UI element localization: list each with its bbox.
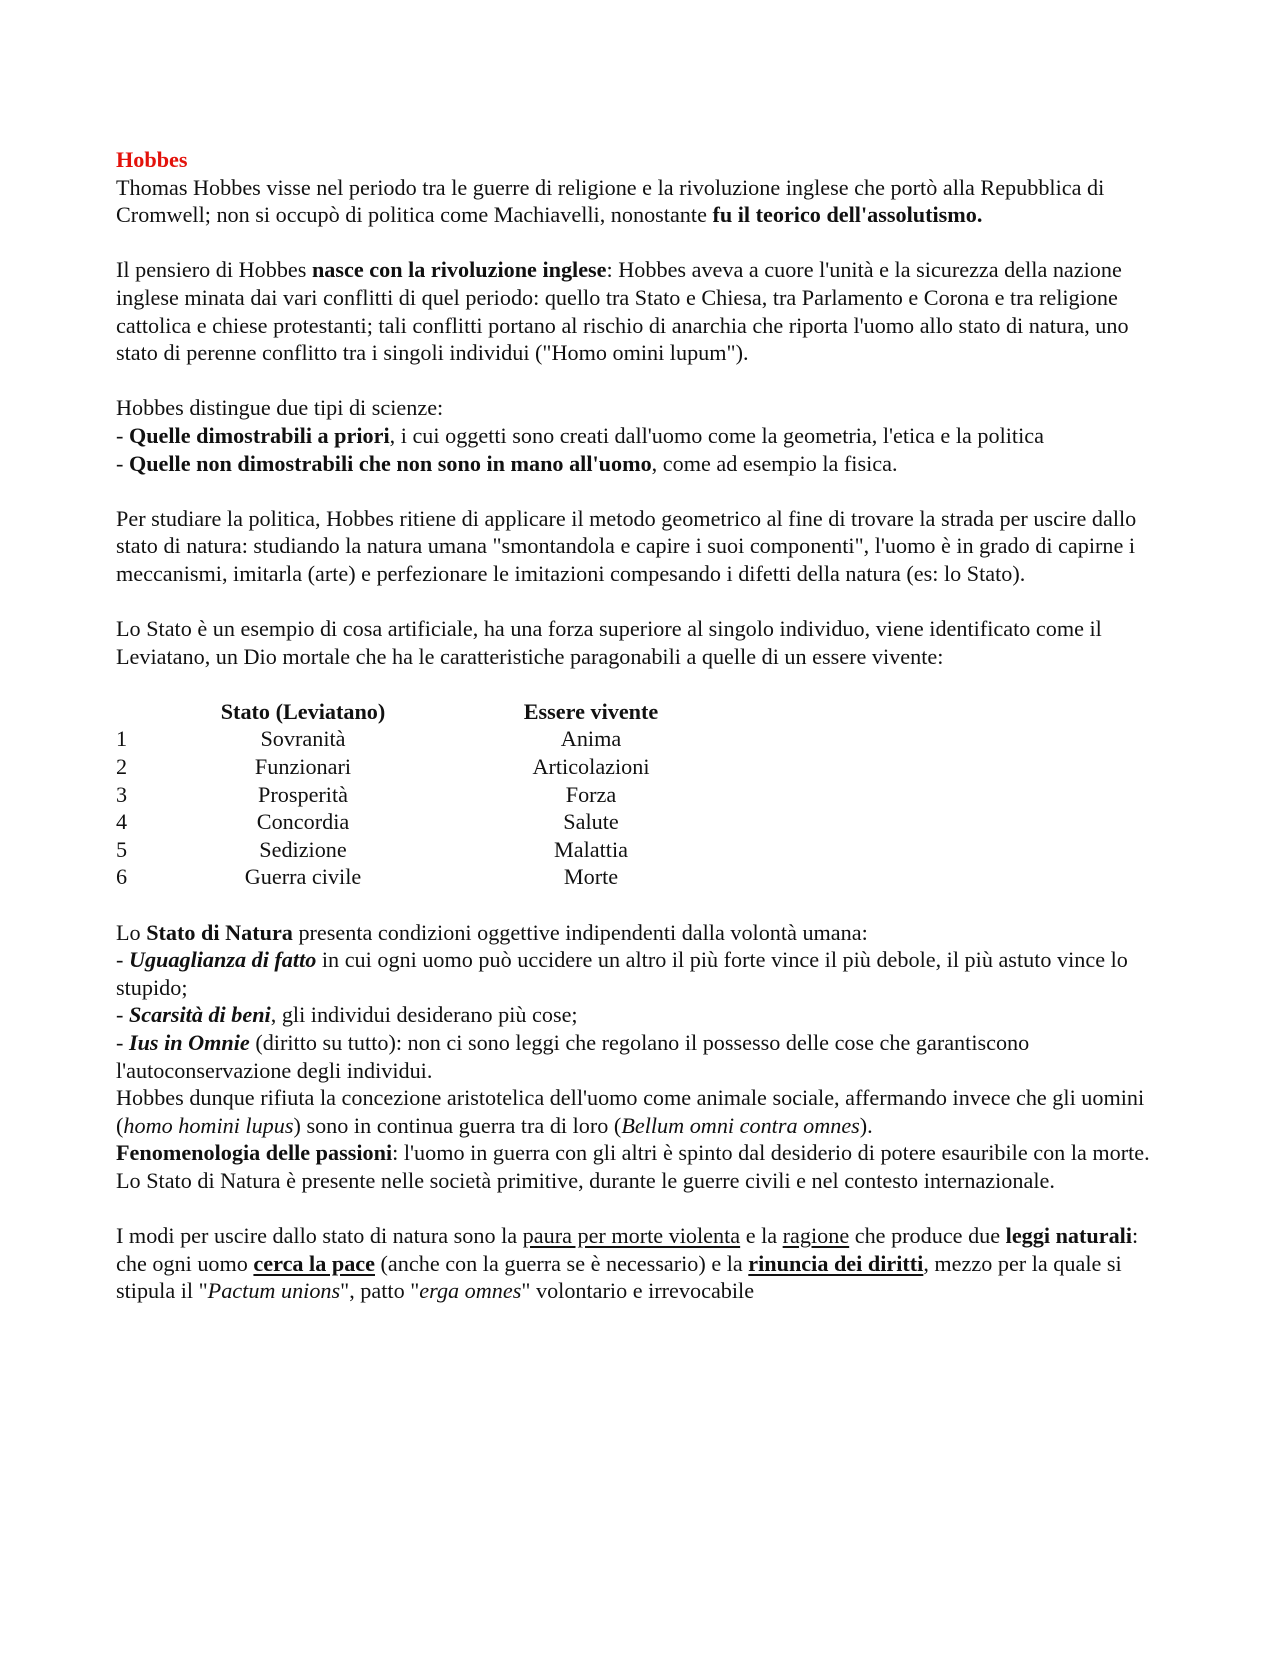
text: Il pensiero di Hobbes (116, 257, 312, 283)
row-number: 1 (116, 726, 128, 752)
paragraph-stato-di-natura (116, 919, 1166, 1195)
bold-underlined-text: cerca la pace (253, 1250, 375, 1276)
essere-vivente-cell: Morte (563, 864, 619, 890)
list-item (116, 1029, 1166, 1084)
text: : Hobbes aveva a cuore l'unità e la sicurezza della nazione inglese minata dai vari conflitti di quel periodo: quello tra Stato e Chiesa, tra Parlamento e Corona e tra religione cattolica e chiese protestanti; tali conflitti portano al rischio di anarchia che riporta l'uomo allo stato di natura, uno stato di perenne conflitto tra i singoli individui ("Homo omini lupum"). (116, 257, 1129, 366)
list-dash: - (116, 450, 129, 476)
text: , gli individui desiderano più cose; (270, 1002, 578, 1028)
list-dash: - (116, 422, 129, 448)
bold-underlined-text: rinuncia dei diritti (748, 1250, 924, 1276)
paragraph-metodo: Per studiare la politica, Hobbes ritiene di applicare il metodo geometrico al fine di trovare la strada per uscire dallo stato di natura: studiando la natura umana "smontandola e capire i suoi componenti", l'uomo è in grado di capirne i meccanismi, imitarla (arte) e perfezionare le imitazioni compesando i difetti della natura (es: lo Stato). (116, 505, 1137, 586)
row-number: 2 (116, 754, 128, 780)
table-header-row (116, 698, 684, 726)
table-row (116, 863, 684, 891)
text: Lo (116, 919, 147, 945)
text: ) sono in continua guerra tra di loro ( (293, 1112, 622, 1138)
italic-text: Pactum unions (207, 1278, 341, 1304)
essere-vivente-cell: Malattia (554, 836, 628, 862)
text: in cui ogni uomo può uccidere un altro il più forte vince il più debole, il più astuto vince lo stupido; (116, 947, 1128, 1000)
text-line (116, 1084, 1166, 1139)
text: : l'uomo in guerra con gli altri è spinto dal desiderio di potere esauribile con la morte. (392, 1140, 1150, 1166)
list-dash: - (116, 1030, 129, 1055)
paragraph-leggi-naturali (116, 1222, 1166, 1305)
underlined-text: paura per morte violenta (522, 1223, 741, 1249)
list-dash: - (116, 1002, 129, 1028)
stato-cell: Sovranità (260, 726, 346, 752)
bold-text: Quelle non dimostrabili che non sono in mano all'uomo (128, 450, 652, 476)
text-line (116, 919, 1166, 947)
paragraph-intro (116, 174, 1166, 229)
text-line: Lo Stato di Natura è presente nelle società primitive, durante le guerre civili e nel contesto internazionale. (116, 1167, 1055, 1193)
essere-vivente-cell: Forza (565, 781, 617, 807)
row-number: 6 (116, 864, 128, 890)
bold-italic-text: Scarsità di beni (128, 1002, 271, 1028)
text: Hobbes distingue due tipi di scienze: (116, 395, 444, 421)
list-item (116, 946, 1166, 1001)
section-title: Hobbes (116, 147, 188, 172)
stato-cell: Sedizione (259, 836, 347, 862)
comparison-table (116, 698, 684, 891)
text: , come ad esempio la fisica. (651, 450, 898, 476)
bold-text: Quelle dimostrabili a priori (128, 422, 390, 448)
table-row (116, 753, 684, 781)
stato-cell: Concordia (256, 809, 350, 835)
row-number: 3 (116, 781, 128, 807)
list-dash: - (116, 947, 129, 973)
stato-cell: Prosperità (258, 781, 348, 807)
bold-text: nasce con la rivoluzione inglese (311, 257, 607, 283)
text: : che ogni uomo (116, 1223, 1139, 1276)
text: (diritto su tutto): non ci sono leggi che regolano il possesso delle cose che garantiscono l'autoconservazione degli individui. (116, 1030, 1030, 1083)
paragraph-leviatano: Lo Stato è un esempio di cosa artificiale, ha una forza superiore al singolo individuo, viene identificato come il Leviatano, un Dio mortale che ha le caratteristiche paragonabili a quelle di un essere vivente: (116, 616, 1102, 669)
text: Thomas Hobbes visse nel periodo tra le guerre di religione e la rivoluzione inglese che portò alla Repubblica di Cromwell; non si occupò di politica come Machiavelli, nonostante (116, 174, 1105, 228)
text: che produce due (849, 1223, 1006, 1249)
table-row (116, 808, 684, 836)
text: Hobbes dunque rifiuta la concezione aristotelica dell'uomo come animale sociale, affermando invece che gli uomini ( (116, 1085, 1145, 1138)
paragraph-scienze (116, 394, 1166, 477)
column-header-stato: Stato (Leviatano) (220, 698, 386, 724)
text: (anche con la guerra se è necessario) e la (375, 1250, 749, 1276)
list-item (116, 1001, 1166, 1029)
text: " volontario e irrevocabile (521, 1278, 755, 1304)
text: ", patto " (340, 1278, 420, 1304)
table-row (116, 836, 684, 864)
underlined-text: ragione (782, 1223, 850, 1249)
table-row (116, 725, 684, 753)
table-row (116, 781, 684, 809)
paragraph-rivoluzione (116, 256, 1166, 366)
stato-cell: Funzionari (254, 754, 352, 780)
row-number: 5 (116, 836, 128, 862)
list-item (116, 450, 1166, 478)
list-item (116, 422, 1166, 450)
column-header-essere-vivente: Essere vivente (523, 698, 659, 724)
bold-text: fu il teorico dell'assolutismo. (712, 202, 983, 228)
essere-vivente-cell: Salute (563, 809, 619, 835)
text: presenta condizioni oggettive indipendenti dalla volontà umana: (292, 919, 868, 945)
document-body (116, 146, 1166, 1305)
text: , i cui oggetti sono creati dall'uomo come la geometria, l'etica e la politica (389, 422, 1044, 448)
row-number: 4 (116, 809, 128, 835)
bold-text: leggi naturali (1005, 1223, 1133, 1249)
italic-text: erga omnes (419, 1278, 522, 1304)
bold-text: Stato di Natura (146, 919, 293, 945)
text-line (116, 1139, 1166, 1167)
italic-text: homo homini lupus (123, 1112, 294, 1138)
text: , mezzo per la quale si stipula il " (116, 1250, 1122, 1304)
text: I modi per uscire dallo stato di natura sono la (116, 1223, 523, 1249)
stato-cell: Guerra civile (244, 864, 362, 890)
text: e la (740, 1223, 783, 1249)
essere-vivente-cell: Anima (560, 726, 622, 752)
essere-vivente-cell: Articolazioni (532, 754, 650, 780)
bold-italic-text: Ius in Omnie (128, 1030, 250, 1055)
bold-italic-text: Uguaglianza di fatto (128, 947, 317, 973)
italic-text: Bellum omni contra omnes (621, 1112, 860, 1138)
bold-text: Fenomenologia delle passioni (116, 1140, 393, 1166)
text: ). (859, 1112, 873, 1138)
